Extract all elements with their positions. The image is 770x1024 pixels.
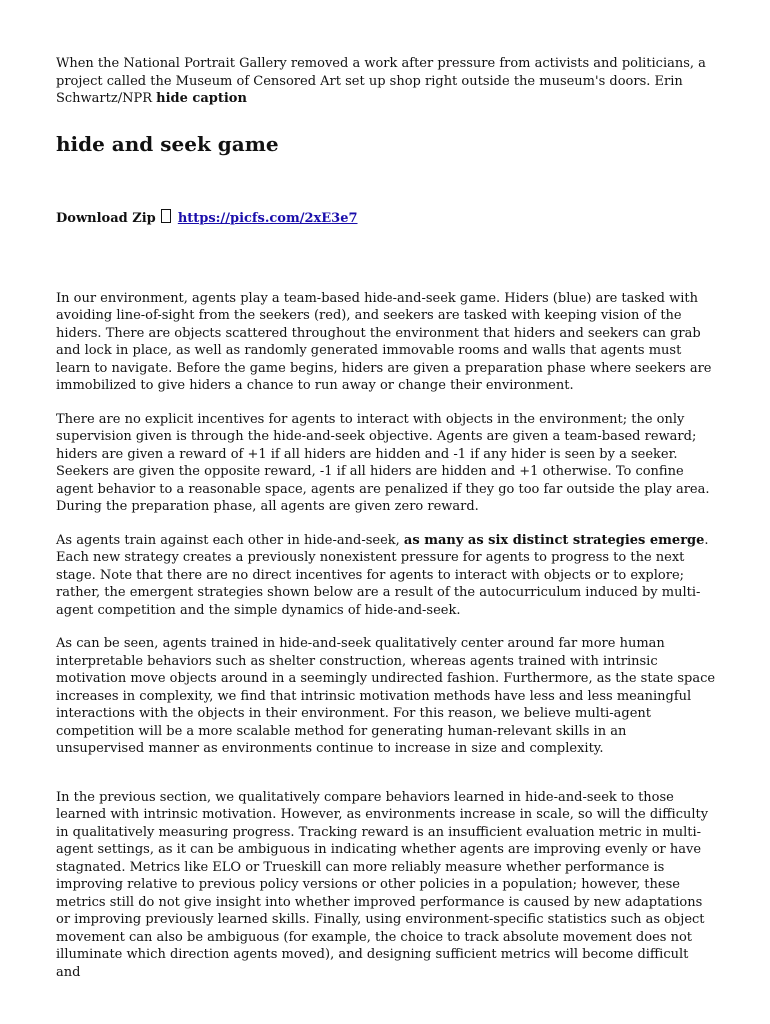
- paragraph-evaluation: In the previous section, we qualitatively compare behaviors learned in hide-and-seek to those learned with intrinsic motivation. However, as environments increase in scale, so will the difficulty in qualitatively measuring progress. Tracking reward is an insufficient evaluation metric in multi-agent settings, as it can be ambiguous in indicating whether agents are improving evenly or have stagnated. Metrics like ELO or Trueskill can more reliably measure whether performance is improving relative to previous policy versions or other policies in a population; however, these metrics still do not give insight into whether improved performance is caused by new adaptations or improving previously learned skills. Finally, using environment-specific statistics such as object movement can also be ambiguous (for example, the choice to track absolute movement does not illuminate which direction agents moved), and designing sufficient metrics will become difficult and: [56, 789, 709, 980]
- paragraph-strategies: [56, 532, 716, 620]
- caption-text: When the National Portrait Gallery removed a work after pressure from activists and politicians, a project called the Museum of Censored Art set up shop right outside the museum's doors. Erin Schwartz/NPR: [56, 56, 706, 106]
- image-caption: [56, 55, 716, 108]
- download-label: Download Zip: [56, 210, 161, 226]
- page-title: hide and seek game: [56, 131, 279, 156]
- paragraph-comparison: As can be seen, agents trained in hide-and-seek qualitatively center around far more human interpretable behaviors such as shelter construction, whereas agents trained with intrinsic motivation move objects around in a seemingly undirected fashion. Furthermore, as the state space increases in complexity, we find that intrinsic motivation methods have less and less meaningful interactions with the objects in their environment. For this reason, we believe multi-agent competition will be a more scalable method for generating human-relevant skills in an unsupervised manner as environments continue to increase in size and complexity.: [56, 636, 716, 756]
- download-link[interactable]: https://picfs.com/2xE3e7: [177, 210, 358, 226]
- paragraph-strategies-start: As agents train against each other in hide-and-seek,: [56, 532, 404, 548]
- paragraph-strategies-emphasis: as many as six distinct strategies emerge: [403, 532, 705, 548]
- hide-caption-button[interactable]: hide caption: [156, 91, 247, 106]
- download-line: [56, 209, 716, 228]
- article: [56, 55, 716, 981]
- paragraph-intro: In our environment, agents play a team-based hide-and-seek game. Hiders (blue) are tasked with avoiding line-of-sight from the seekers (red), and seekers are tasked with keeping vision of the hiders. There are objects scattered throughout the environment that hiders and seekers can grab and lock in place, as well as randomly generated immovable rooms and walls that agents must learn to navigate. Before the game begins, hiders are given a preparation phase where seekers are immobilized to give hiders a chance to run away or change their environment.: [56, 290, 712, 393]
- paragraph-strategies-end: . Each new strategy creates a previously nonexistent pressure for agents to progress to the next stage. Note that there are no direct incentives for agents to interact with objects or to explore; rather, the emergent strategies shown below are a result of the autocurriculum induced by multi-agent competition and the simple dynamics of hide-and-seek.: [56, 532, 709, 618]
- missing-glyph-icon: [161, 209, 171, 223]
- paragraph-incentives: There are no explicit incentives for agents to interact with objects in the environment; the only supervision given is through the hide-and-seek objective. Agents are given a team-based reward; hiders are given a reward of +1 if all hiders are hidden and -1 if any hider is seen by a seeker. Seekers are given the opposite reward, -1 if all hiders are hidden and +1 otherwise. To confine agent behavior to a reasonable space, agents are penalized if they go too far outside the play area. During the preparation phase, all agents are given zero reward.: [56, 411, 710, 514]
